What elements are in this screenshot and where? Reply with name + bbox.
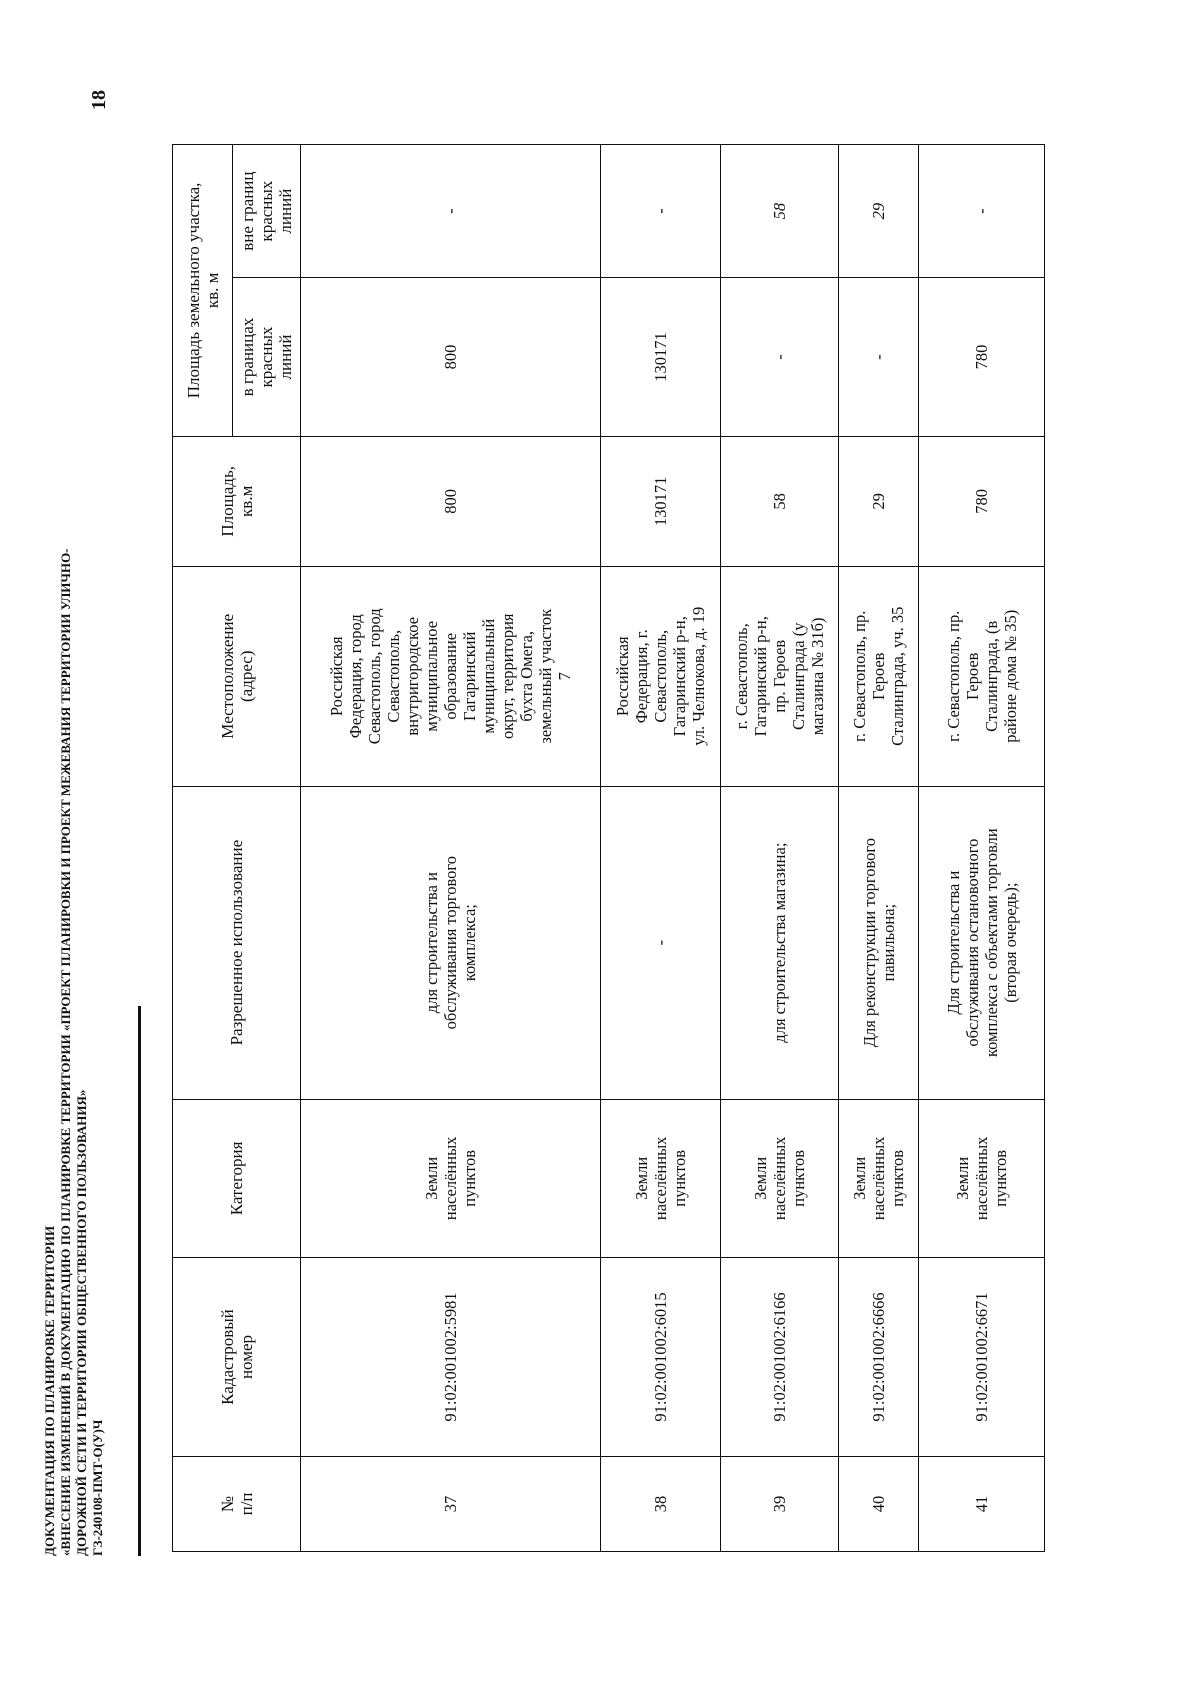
cell-num: 38: [601, 1456, 721, 1551]
cell-area: 58: [721, 436, 839, 566]
cell-num: 41: [919, 1456, 1045, 1551]
cell-num: 40: [839, 1456, 919, 1551]
header-category: Категория: [173, 1099, 301, 1258]
header-land-area-group: Площадь земельного участка, кв. м: [173, 145, 233, 437]
cell-category: Земли населённых пунктов: [721, 1099, 839, 1258]
cell-area: 130171: [601, 436, 721, 566]
table-row: [839, 145, 919, 1552]
cell-location: г. Севастополь, пр. Героев Сталинграда, (в районе дома № 35): [919, 566, 1045, 786]
header-line: ДОРОЖНОЙ СЕТИ И ТЕРРИТОРИИ ОБЩЕСТВЕННОГО ПОЛЬЗОВАНИЯ»: [74, 1089, 89, 1556]
header-cadastral: Кадастровый номер: [173, 1258, 301, 1457]
cell-num: 37: [301, 1456, 601, 1551]
cell-cadastral: 91:02:001002:6015: [601, 1258, 721, 1457]
header-usage: Разрешенное использование: [173, 786, 301, 1099]
table-row: [301, 145, 601, 1552]
page-number: 18: [88, 90, 110, 110]
cell-within: 800: [301, 278, 601, 437]
header-within-red-lines: в границах красных линий: [233, 278, 301, 437]
cell-cadastral: 91:02:001002:6671: [919, 1258, 1045, 1457]
cell-outside: -: [601, 145, 721, 278]
cell-outside: 29: [839, 145, 919, 278]
cell-within: 780: [919, 278, 1045, 437]
cell-cadastral: 91:02:001002:5981: [301, 1258, 601, 1457]
cell-location: Российская Федерация, город Севастополь, город Севастополь, внутригородское муниципальное образование Гагаринский муниципальный округ, территория бухта Омега, земельный участок 7: [301, 566, 601, 786]
cell-location: Российская Федерация, г. Севастополь, Гагаринский р-н, ул. Челнокова, д. 19: [601, 566, 721, 786]
header-line: «ВНЕСЕНИЕ ИЗМЕНЕНИЙ В ДОКУМЕНТАЦИЮ ПО ПЛАНИРОВКЕ ТЕРРИТОРИИ «ПРОЕКТ ПЛАНИРОВКИ И ПРОЕКТ МЕЖЕВАНИЯ ТЕРРИТОРИИ УЛИЧНО-: [58, 548, 73, 1556]
cell-area: 800: [301, 436, 601, 566]
cell-area: 780: [919, 436, 1045, 566]
header-area: Площадь, кв.м: [173, 436, 301, 566]
document-header: [42, 256, 106, 1556]
cell-category: Земли населённых пунктов: [839, 1099, 919, 1258]
table-row: [919, 145, 1045, 1552]
cell-outside: -: [919, 145, 1045, 278]
header-location: Местоположение (адрес): [173, 566, 301, 786]
cell-area: 29: [839, 436, 919, 566]
cell-location: г. Севастополь, Гагаринский р-н, пр. Героев Сталинграда (у магазина № 31б): [721, 566, 839, 786]
cell-category: Земли населённых пунктов: [601, 1099, 721, 1258]
cell-outside: 58: [721, 145, 839, 278]
cell-cadastral: 91:02:001002:6666: [839, 1258, 919, 1457]
cell-within: -: [839, 278, 919, 437]
table-row: [721, 145, 839, 1552]
cell-num: 39: [721, 1456, 839, 1551]
land-plots-table: [172, 144, 1045, 1552]
header-line: ДОКУМЕНТАЦИЯ ПО ПЛАНИРОВКЕ ТЕРРИТОРИИ: [42, 1225, 57, 1556]
cell-usage: для строительства магазина;: [721, 786, 839, 1099]
header-divider: [138, 1006, 141, 1556]
cell-usage: Для реконструкции торгового павильона;: [839, 786, 919, 1099]
cell-usage: -: [601, 786, 721, 1099]
cell-location: г. Севастополь, пр. Героев Сталинграда, уч. 35: [839, 566, 919, 786]
cell-cadastral: 91:02:001002:6166: [721, 1258, 839, 1457]
cell-usage: для строительства и обслуживания торгового комплекса;: [301, 786, 601, 1099]
cell-category: Земли населённых пунктов: [919, 1099, 1045, 1258]
cell-within: -: [721, 278, 839, 437]
cell-category: Земли населённых пунктов: [301, 1099, 601, 1258]
table-row: [601, 145, 721, 1552]
cell-within: 130171: [601, 278, 721, 437]
cell-usage: Для строительства и обслуживания остановочного комплекса с объектами торговли (вторая очередь);: [919, 786, 1045, 1099]
header-num: № п/п: [173, 1456, 301, 1551]
cell-outside: -: [301, 145, 601, 278]
header-outside-red-lines: вне границ красных линий: [233, 145, 301, 278]
header-line: ГЗ-240108-ПМТ-О(У)Ч: [90, 1419, 105, 1556]
